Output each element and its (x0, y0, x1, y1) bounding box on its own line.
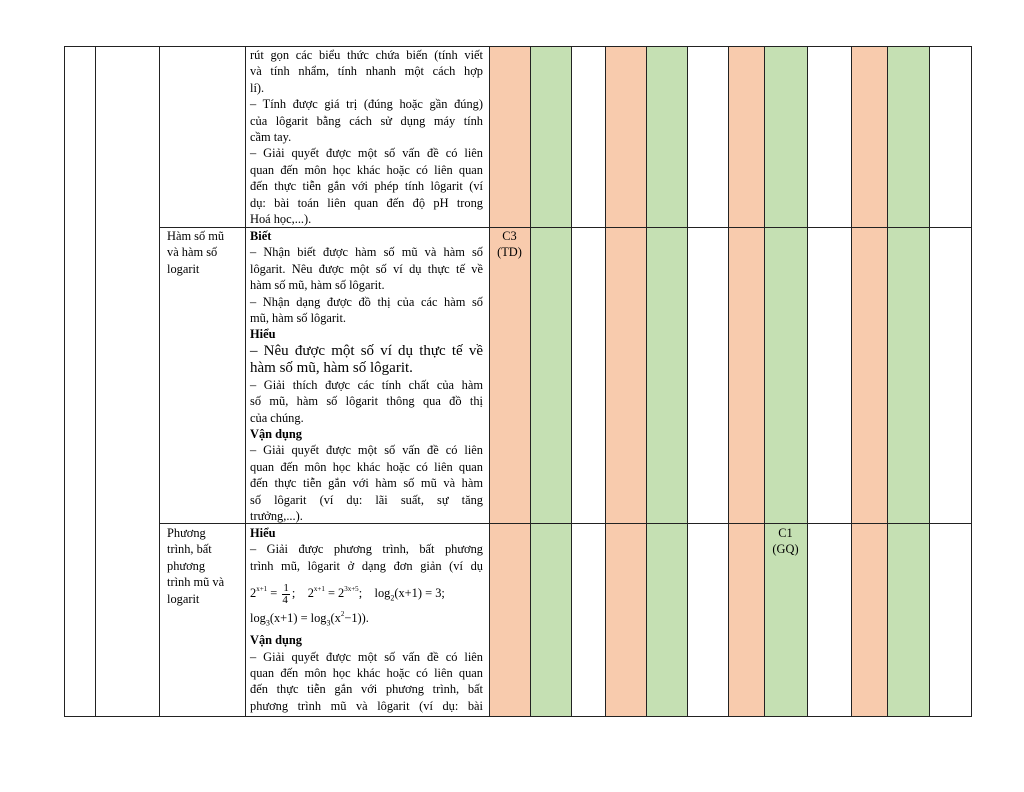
green-column-2 (646, 46, 687, 717)
text-line: hàm số mũ, hàm số lôgarit. (250, 278, 385, 293)
text-line: trưởng,...). (250, 509, 303, 524)
text-line: trình mũ, lôgarit ở dạng đơn giản (ví dụ (250, 558, 483, 573)
green-column-4 (887, 46, 929, 717)
table-border-v (489, 46, 490, 717)
marker-competency: (GQ) (772, 542, 799, 557)
text-line: và tính nhẩm, tính nhanh một cách hợp (250, 64, 483, 79)
text-line: – Giải quyết được một số vấn đề có liên (250, 146, 483, 161)
table-border-v (971, 46, 972, 717)
formula-exponent: 3x+5 (344, 585, 359, 594)
topic-line: logarit (167, 591, 200, 606)
table-border-v (646, 46, 647, 717)
table-border-v (728, 46, 729, 717)
topic-line: Phương (167, 526, 206, 540)
text-line: hàm số mũ, hàm số lôgarit. (250, 359, 413, 376)
table-border-v (571, 46, 572, 717)
table-border-v (245, 46, 246, 717)
text-line: quan đến môn học khác hoặc có liên quan (250, 665, 483, 680)
formula-exponent: x+1 (256, 585, 268, 594)
text-line: – Giải thích được các tính chất của hàm (250, 377, 483, 392)
row3-topic (167, 525, 243, 607)
topic-line: Hàm số mũ (167, 229, 225, 243)
table-border-v (929, 46, 930, 717)
marker-code: C3 (502, 229, 517, 243)
text-line: – Giải được phương trình, bất phương (250, 542, 483, 557)
text-line: – Nêu được một số ví dụ thực tế về (250, 342, 483, 359)
table-border-v (887, 46, 888, 717)
table-border-v (605, 46, 606, 717)
fraction-numerator: 1 (283, 581, 289, 594)
text-line: của lôgarit bằng cách sử dụng máy tính (250, 113, 483, 128)
text-line: lí). (250, 80, 265, 95)
formula-base: 2 (250, 586, 257, 601)
formula-fraction (282, 583, 290, 606)
topic-line: logarit (167, 261, 200, 276)
topic-line: phương (167, 558, 206, 573)
formula-exponent: 2 (340, 610, 345, 619)
orange-column-3 (728, 46, 764, 717)
table-border-v (764, 46, 765, 717)
text-line: số mũ, hàm số lôgarit thông qua đồ thị (250, 394, 483, 409)
row2-topic (167, 228, 243, 277)
log-base: 3 (265, 618, 270, 628)
log-base: 2 (390, 593, 395, 603)
text-line: – Nhận dạng được đồ thị của các hàm số (250, 294, 483, 309)
table-border-bottom (64, 716, 972, 717)
table-border-v (64, 46, 65, 717)
table-border-top (64, 46, 972, 47)
topic-line: trình, bất (167, 542, 212, 557)
text-line: – Giải quyết được một số vấn đề có liên (250, 443, 483, 458)
text-line: quan đến môn học khác hoặc có liên quan (250, 459, 483, 474)
text-line: đến thực tiễn gắn với hàm số mũ và hàm (250, 476, 483, 491)
text-line: đến thực tiễn gắn với phương trình, bất (250, 682, 483, 697)
text-line: Hoá học,...). (250, 212, 312, 227)
level-heading-understand: Hiểu (250, 327, 276, 342)
text-line: đến thực tiễn gắn với phép tính lôgarit (ví (250, 179, 483, 194)
level-heading-apply: Vận dụng (250, 427, 303, 442)
row2-content (250, 228, 483, 525)
level-heading-apply: Vận dụng (250, 633, 303, 648)
formula-line-2: $\log_3(x+1) = \log_3(x^2-1)$). (250, 610, 369, 628)
green-column-3 (764, 46, 807, 717)
text-line: – Nhận biết được hàm số mũ và hàm số (250, 245, 483, 260)
log-argument: (x+1) (269, 611, 298, 626)
table-border-v (807, 46, 808, 717)
table-border-v (95, 46, 96, 717)
orange-column-2 (605, 46, 646, 717)
table-border-v (159, 46, 160, 717)
text-line: – Tính được giá trị (đúng hoặc gần đúng) (250, 97, 483, 112)
text-line: quan đến môn học khác hoặc có liên quan (250, 162, 483, 177)
table-border-v (687, 46, 688, 717)
log-base: 3 (326, 618, 331, 628)
topic-line: và hàm số (167, 245, 218, 260)
text-line: phương trình mũ và lôgarit (ví dụ: bài (250, 698, 483, 713)
orange-column-4 (851, 46, 887, 717)
table-border-v (851, 46, 852, 717)
text-line: số lôgarit (ví dụ: lãi suất, sự tăng (250, 492, 483, 507)
fraction-denominator: 4 (282, 593, 288, 606)
level-heading-know: Biết (250, 229, 272, 243)
formula-base: 2 (338, 586, 345, 601)
formula-line-1: $2^{x+1}$ = $\frac{1}{4}$ ; $2^{x+1} = 2^{3x+5}$; $\log_2(x+1) = 3$; (250, 581, 445, 606)
text-line: của chúng. (250, 410, 304, 425)
marker-competency: (TD) (497, 245, 522, 260)
row3-marker (764, 525, 807, 558)
level-heading-understand: Hiểu (250, 526, 276, 540)
formula-tail: ). (361, 611, 369, 626)
log-argument: (x+1) (394, 586, 422, 601)
formula-base: 2 (307, 586, 314, 601)
topic-line: trình mũ và (167, 575, 225, 590)
log-value: 3 (435, 586, 442, 601)
row2-marker (489, 228, 530, 261)
text-line: dụ: bài toán liên quan đến độ pH trong (250, 195, 483, 210)
log-argument: (x (330, 611, 341, 626)
green-column-1 (530, 46, 571, 717)
text-line: – Giải quyết được một số vấn đề có liên (250, 649, 483, 664)
text-line: cầm tay. (250, 130, 292, 145)
formula-exponent: x+1 (313, 585, 325, 594)
text-line: rút gọn các biểu thức chứa biến (tính viết (250, 48, 483, 62)
row1-content (250, 47, 483, 227)
text-line: mũ, hàm số lôgarit. (250, 311, 347, 326)
row3-content (250, 525, 483, 714)
marker-code: C1 (778, 526, 793, 540)
orange-column-1 (489, 46, 530, 717)
log-argument: −1) (344, 611, 362, 626)
text-line: lôgarit. Nêu được một số ví dụ thực tế về (250, 261, 483, 276)
table-border-v (530, 46, 531, 717)
